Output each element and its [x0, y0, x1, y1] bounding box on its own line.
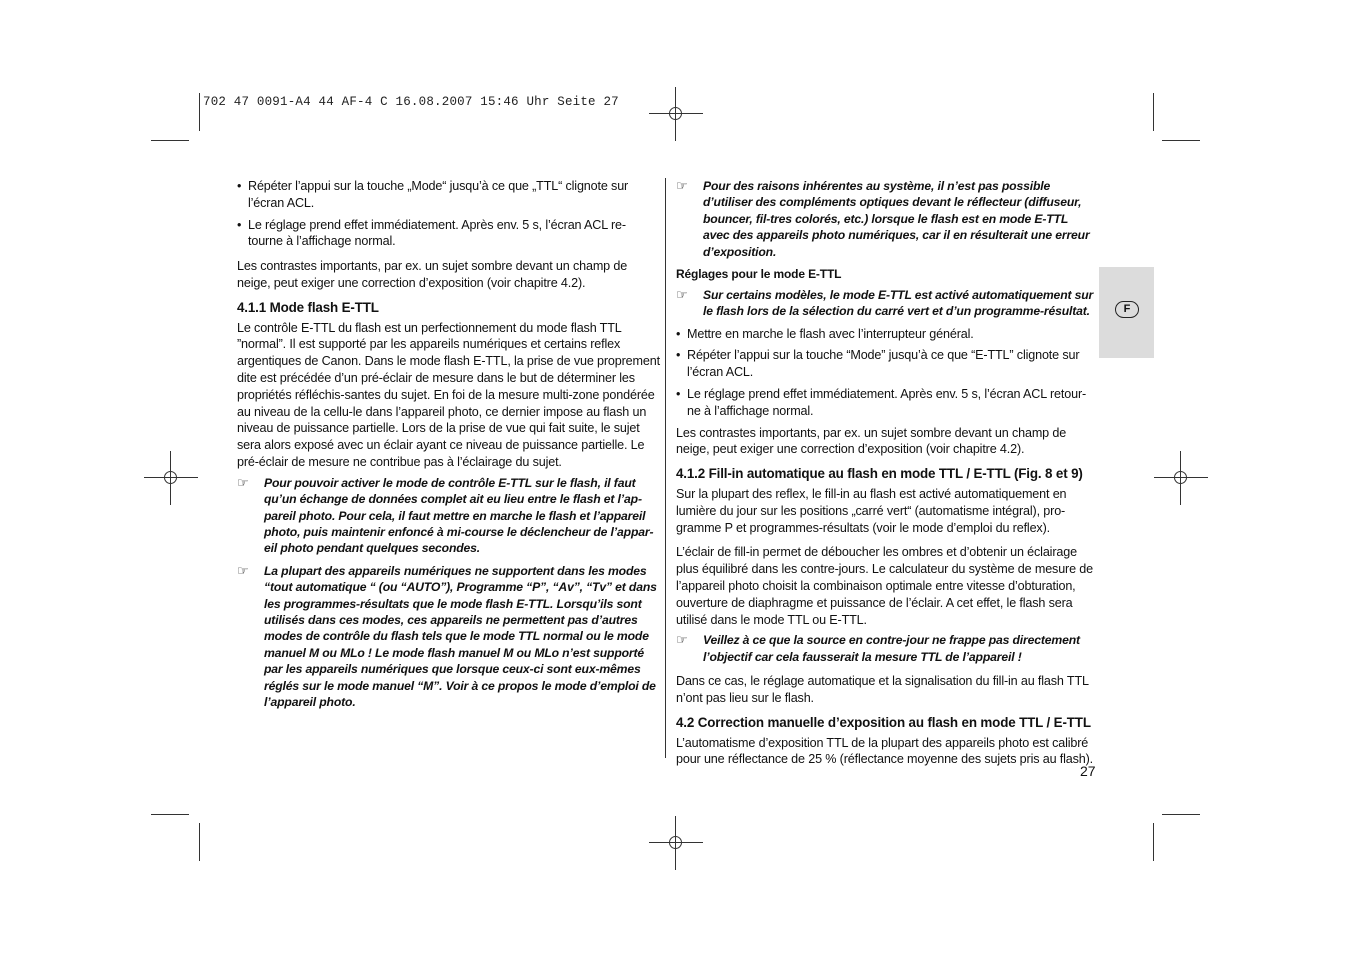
paragraph: L’éclair de fill-in permet de déboucher les ombres et d’obtenir un éclairage plus équilibré dans les contre-jours. Le calculateur du système de mesure de l’appareil photo choisit la combinaison optimale entre vitesse d’obturation, ouverture de diaphragme et puissance de l’éclair. A cet effet, le flash sera utilisé dans le mode TTL ou E-TTL. [676, 545, 1094, 627]
pointing-hand-icon: ☞ [676, 286, 688, 302]
list-item: • Le réglage prend effet immédiatement. Après env. 5 s, l’écran ACL retour-ne à l’affichage normal. [676, 387, 1087, 418]
paragraph: Les contrastes importants, par ex. un sujet sombre devant un champ de neige, peut exiger une correction d’exposition (voir chapitre 4.2). [237, 259, 628, 290]
registration-mark-top [663, 101, 689, 127]
crop-mark-top-right-v [1153, 93, 1154, 131]
paragraph: Les contrastes importants, par ex. un sujet sombre devant un champ de neige, peut exiger une correction d’exposition (voir chapitre 4.2). [676, 425, 1067, 457]
note-block: ☞ Sur certains modèles, le mode E-TTL est activé automatiquement sur le flash lors de la sélection du carré vert et d’un programme-résultat. [676, 286, 1094, 319]
note-block: ☞ La plupart des appareils numériques ne supportent dans les modes “tout automatique “ (ou “AUTO”), Programme “P”, “Av”, “Tv” et dans les programmes-résultats que le mode flash E-TTL. Lorsqu’ils sont utilisés dans ces modes, ces appareils ne permettent pas d’autres modes de contrôle du flash tels que le mode TTL normal ou le mode manuel M ou MLo ! Le mode flash manuel M ou MLo n’est supporté par les appareils numériques que lorsque ceux-ci sont eux-mêmes réglés sur le mode manuel “M”. Voir à ce propos le mode d’emploi de l’appareil photo. [237, 562, 657, 710]
paragraph: Le contrôle E-TTL du flash est un perfectionnement du mode flash TTL ”normal”. Il est supporté par les appareils numériques et certains reflex argentiques de Canon. Dans le mode flash E-TTL, la prise de vue proprement dite est précédée d’un pré-éclair de mesure dans le but de déterminer les propriétés réfléchis-santes du sujet. En foi de la mesure multi-zone pondérée au niveau de la cellu-le dans l’appareil photo, ce dernier impose au flash un niveau de puissance partielle. Lors de la prise de vue qui fait suite, le sujet sera alors exposé avec un éclair ayant ce niveau de puissance partielle. Le pré-éclair de mesure ne contribue pas à l’éclairage du sujet. [237, 320, 660, 469]
note-block: ☞ Pour des raisons inhérentes au système, il n’est pas possible d’utiliser des compléments optiques devant le réflecteur (diffuseur, bouncer, fil-tres colorés, etc.) lorsque le flash est en mode E-TTL avec des appareils photo numériques, car il en résulterait une erreur d’exposition. [676, 178, 1090, 259]
crop-mark-bottom-left-v [199, 823, 200, 861]
paragraph: L’automatisme d’exposition TTL de la plupart des appareils photo est calibré pour une réflectance de 25 % (réflectance moyenne des sujets pris au flash). [676, 735, 1094, 767]
list-item: • Répéter l’appui sur la touche “Mode” jusqu’à ce que “E-TTL” clignote sur l’écran ACL. [676, 348, 1080, 380]
pointing-hand-icon: ☞ [237, 474, 249, 490]
sub-heading: Réglages pour le mode E-TTL [676, 267, 842, 282]
crop-mark-top-left-v [199, 93, 200, 131]
section-heading: 4.1.1 Mode flash E-TTL [237, 299, 379, 315]
paragraph: Sur la plupart des reflex, le fill-in au flash est activé automatiquement en lumière du jour sur les positions „carré vert“ (automatisme intégral), pro-gramme P et programmes-résultats (voir le mode d’emploi du reflex). [676, 487, 1067, 535]
list-item: • Mettre en marche le flash avec l’interrupteur général. [676, 326, 974, 341]
section-heading: 4.2 Correction manuelle d’exposition au flash en mode TTL / E-TTL [676, 714, 1091, 730]
pointing-hand-icon: ☞ [676, 178, 688, 193]
list-item: • Répéter l’appui sur la touche „Mode“ jusqu’à ce que „TTL“ clignote sur l’écran ACL. [237, 179, 629, 210]
crop-mark-top-left-h [151, 140, 189, 141]
language-badge: F [1115, 301, 1139, 318]
note-block: ☞ Pour pouvoir activer le mode de contrôle E-TTL sur le flash, il faut qu’un échange de données complet ait eu lieu entre le flash et l’ap-pareil photo. Pour cela, il faut mettre en marche le flash et l’appareil photo, puis maintenir enfoncé à mi-course le déclencheur de l’appar-eil photo pendant quelques secondes. [237, 474, 654, 556]
paragraph: Dans ce cas, le réglage automatique et la signalisation du fill-in au flash TTL n’ont pas lieu sur le flash. [676, 674, 1089, 705]
print-slug: 702 47 0091-A4 44 AF-4 C 16.08.2007 15:46 Uhr Seite 27 [203, 95, 619, 109]
crop-mark-bottom-right-v [1153, 823, 1154, 861]
language-tab [1099, 267, 1154, 358]
pointing-hand-icon: ☞ [676, 632, 688, 648]
crop-mark-bottom-right-h [1162, 814, 1200, 815]
crop-mark-bottom-left-h [151, 814, 189, 815]
page-number: 27 [1080, 763, 1096, 779]
crop-mark-top-right-h [1162, 140, 1200, 141]
list-item: • Le réglage prend effet immédiatement. Après env. 5 s, l’écran ACL re-tourne à l’affichage normal. [237, 217, 626, 249]
pointing-hand-icon: ☞ [237, 562, 249, 578]
left-column [237, 178, 660, 716]
registration-mark-left [158, 465, 184, 491]
right-column [676, 178, 1096, 772]
note-block: ☞ Veillez à ce que la source en contre-jour ne frappe pas directement l’objectif car cela fausserait la mesure TTL de l’appareil ! [676, 632, 1080, 664]
registration-mark-bottom [663, 830, 689, 856]
section-heading: 4.1.2 Fill-in automatique au flash en mode TTL / E-TTL (Fig. 8 et 9) [676, 466, 1083, 482]
column-divider [665, 178, 666, 758]
registration-mark-right [1168, 465, 1194, 491]
